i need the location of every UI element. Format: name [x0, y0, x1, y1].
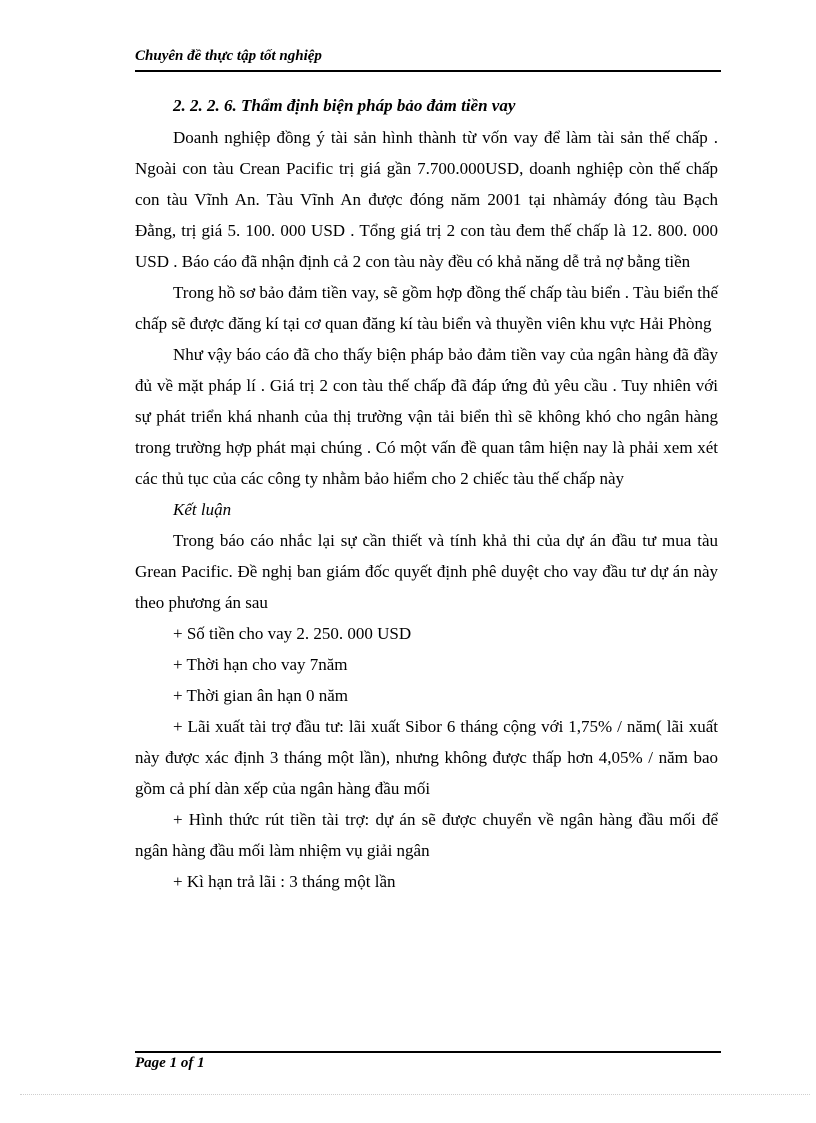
paragraph-assessment: Như vậy báo cáo đã cho thấy biện pháp bảo đảm tiền vay của ngân hàng đã đầy đủ về mặt pháp lí . Giá trị 2 con tàu thế chấp đã đáp ứng đủ yêu cầu . Tuy nhiên với sự phát triển khá nhanh của thị trường vận tải biển thì sẽ không khó cho ngân hàng trong trường hợp phát mại chúng . Có một vấn đề quan tâm hiện nay là phải xem xét các thủ tục của các công ty nhằm bảo hiểm cho 2 chiếc tàu thế chấp này — [135, 345, 718, 488]
page-edge-divider — [20, 1094, 810, 1095]
list-item-interest-rate: + Lãi xuất tài trợ đầu tư: lãi xuất Sibor 6 tháng cộng với 1,75% / năm( lãi xuất này được xác định 3 tháng một lần), nhưng không được thấp hơn 4,05% / năm bao gồm cả phí dàn xếp của ngân hàng đầu mối — [135, 717, 718, 798]
list-item-grace-period: + Thời gian ân hạn 0 năm — [173, 686, 349, 705]
footer-divider — [135, 1051, 721, 1053]
document-body — [135, 90, 718, 897]
page-number-footer: Page 1 of 1 — [135, 1055, 205, 1071]
conclusion-intro: Trong báo cáo nhắc lại sự cần thiết và tính khả thi của dự án đầu tư mua tàu Grean Pacific. Đề nghị ban giám đốc quyết định phê duyệt cho vay đầu tư dự án này theo phương án sau — [135, 531, 718, 612]
paragraph-mortgage-docs: Trong hồ sơ bảo đảm tiền vay, sẽ gồm hợp đồng thế chấp tàu biển . Tàu biển thế chấp sẽ được đăng kí tại cơ quan đăng kí tàu biển và thuyền viên khu vực Hải Phòng — [135, 283, 718, 333]
list-item-loan-amount: + Số tiền cho vay 2. 250. 000 USD — [173, 624, 412, 643]
list-item-disbursement: + Hình thức rút tiền tài trợ: dự án sẽ được chuyển về ngân hàng đầu mối để ngân hàng đầu mối làm nhiệm vụ giải ngân — [135, 810, 718, 860]
conclusion-label: Kết luận — [173, 500, 232, 519]
header-divider — [135, 70, 721, 72]
section-heading: 2. 2. 2. 6. Thẩm định biện pháp bảo đảm tiền vay — [173, 96, 516, 115]
list-item-interest-period: + Kì hạn trả lãi : 3 tháng một lần — [173, 872, 396, 891]
paragraph-collateral: Doanh nghiệp đồng ý tài sản hình thành từ vốn vay để làm tài sản thế chấp . Ngoài con tàu Crean Pacific trị giá gần 7.700.000USD, doanh nghiệp còn thế chấp con tàu Vĩnh An. Tàu Vĩnh An được đóng năm 2001 tại nhàmáy đóng tàu Bạch Đằng, trị giá 5. 100. 000 USD . Tổng giá trị 2 con tàu đem thế chấp là 12. 800. 000 USD . Báo cáo đã nhận định cả 2 con tàu này đều có khả năng dễ trả nợ bằng tiền — [135, 128, 718, 271]
list-item-loan-term: + Thời hạn cho vay 7năm — [173, 655, 348, 674]
page-header-title: Chuyên đề thực tập tốt nghiệp — [135, 48, 322, 64]
